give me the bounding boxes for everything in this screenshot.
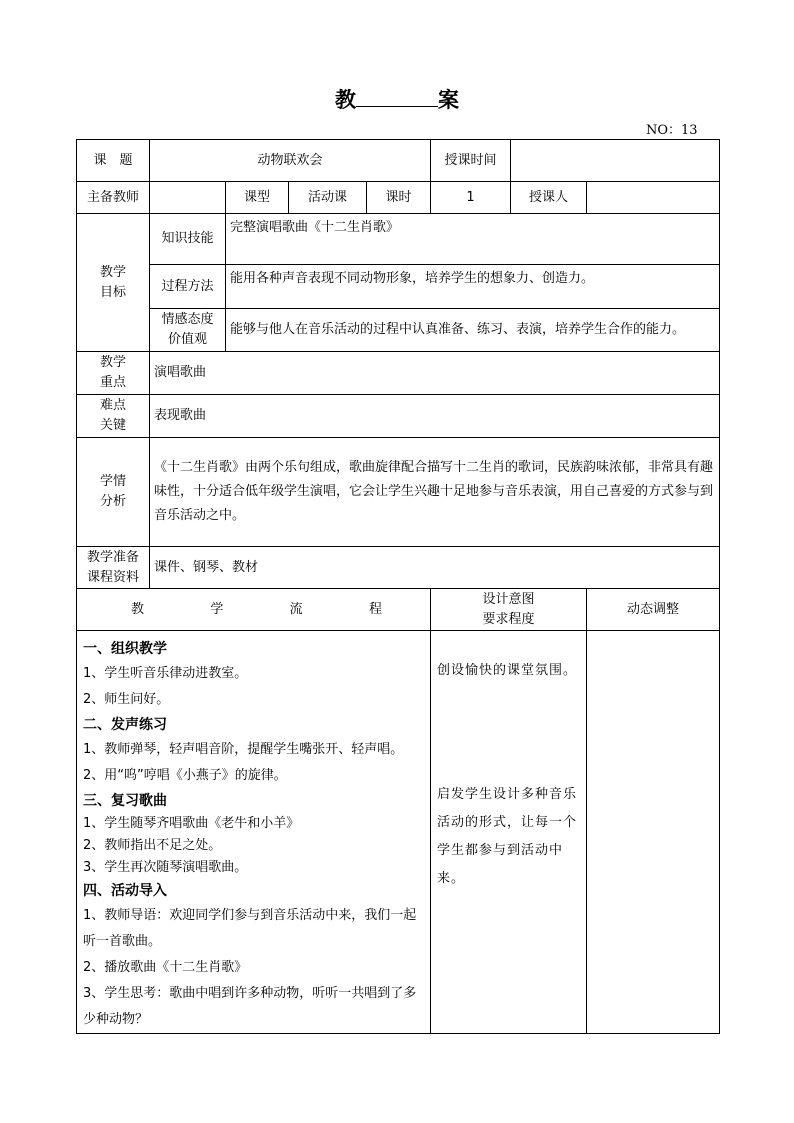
analysis-label-line2: 分析 (99, 494, 126, 509)
process-step: 2、用“呜”哼唱《小燕子》的旋律。 (83, 768, 287, 783)
design-note: 启发学生设计多种音乐活动的形式，让每一个学生都参与到活动中来。 (437, 787, 578, 886)
flow-header-char-2: 学 (210, 601, 224, 617)
teaching-process-content (77, 631, 431, 1034)
difficulty-label-line2: 关键 (99, 418, 126, 433)
attitude-label-line1: 情感态度 (161, 312, 214, 327)
topic-value: 动物联欢会 (150, 140, 431, 182)
lesson-plan-table (76, 139, 720, 1034)
lead-teacher-label: 主备教师 (77, 182, 150, 214)
attitude-label-line2: 价值观 (167, 332, 207, 347)
key-point-label-line2: 重点 (99, 375, 126, 390)
attitude-values-value: 能够与他人在音乐活动的过程中认真准备、练习、表演，培养学生合作的能力。 (226, 309, 720, 352)
design-intent-header (431, 589, 587, 631)
title-underline (356, 104, 438, 107)
process-step: 1、学生听音乐律动进教室。 (83, 666, 248, 681)
key-point-label-line1: 教学 (99, 355, 126, 370)
class-time-value (511, 140, 720, 182)
process-step: 3、学生思考：歌曲中唱到许多种动物，听听一共唱到了多少种动物？ (83, 986, 417, 1027)
flow-header-char-4: 程 (368, 601, 382, 617)
key-point-value: 演唱歌曲 (150, 352, 720, 395)
class-time-label: 授课时间 (431, 140, 511, 182)
analysis-label-line1: 学情 (99, 474, 126, 489)
process-step: 3、学生再次随琴演唱歌曲。 (83, 860, 248, 875)
process-method-label: 过程方法 (150, 265, 226, 309)
lecturer-label: 授课人 (511, 182, 587, 214)
preparation-label-line2: 课程资料 (86, 569, 139, 585)
design-intent-content (431, 631, 587, 1034)
flow-header-char-1: 教 (131, 601, 145, 617)
lead-teacher-value (150, 182, 226, 214)
analysis-value: 《十二生肖歌》由两个乐句组成，歌曲旋律配合描写十二生肖的歌词，民族韵味浓郁，非常具有趣味性，十分适合低年级学生演唱，它会让学生兴趣十足地参与音乐表演，用自己喜爱的方式参与到音乐活动之中。 (150, 438, 720, 547)
objectives-label-line2: 目标 (99, 284, 126, 300)
document-number: NO：13 (646, 123, 698, 138)
process-step: 1、教师导语：欢迎同学们参与到音乐活动中来，我们一起听一首歌曲。 (83, 908, 417, 949)
page-title (0, 84, 794, 114)
lesson-type-value: 活动课 (289, 182, 367, 214)
dynamic-adjust-content (587, 631, 720, 1034)
design-intent-header-line1: 设计意图 (482, 591, 535, 607)
section-title: 四、活动导入 (83, 883, 167, 899)
process-step: 1、学生随琴齐唱歌曲《老牛和小羊》 (83, 816, 300, 831)
title-char-right: 案 (438, 87, 459, 112)
class-hours-label: 课时 (367, 182, 431, 214)
objectives-label-line1: 教学 (99, 264, 126, 280)
design-intent-header-line2: 要求程度 (482, 611, 535, 627)
flow-header-char-3: 流 (289, 601, 303, 617)
teaching-flow-header (77, 589, 431, 631)
knowledge-skill-label: 知识技能 (150, 214, 226, 265)
preparation-label (77, 547, 150, 589)
section-title: 二、发声练习 (83, 717, 167, 733)
key-point-label (77, 352, 150, 395)
lesson-type-label: 课型 (226, 182, 289, 214)
lecturer-value (587, 182, 720, 214)
preparation-value: 课件、钢琴、教材 (150, 547, 720, 589)
analysis-label (77, 438, 150, 547)
section-title: 三、复习歌曲 (83, 793, 167, 809)
difficulty-label-line1: 难点 (99, 398, 126, 413)
process-method-value: 能用各种声音表现不同动物形象，培养学生的想象力、创造力。 (226, 265, 720, 309)
title-char-left: 教 (335, 87, 356, 112)
dynamic-adjust-header: 动态调整 (587, 589, 720, 631)
objectives-label (77, 214, 150, 352)
design-note: 创设愉快的课堂氛围。 (437, 663, 578, 678)
knowledge-skill-value: 完整演唱歌曲《十二生肖歌》 (226, 214, 720, 265)
difficulty-value: 表现歌曲 (150, 395, 720, 438)
difficulty-label (77, 395, 150, 438)
section-title: 一、组织教学 (83, 641, 167, 657)
topic-label: 课 题 (77, 140, 150, 182)
class-hours-value: 1 (431, 182, 511, 214)
preparation-label-line1: 教学准备 (86, 549, 139, 565)
process-step: 2、教师指出不足之处。 (83, 838, 222, 853)
attitude-values-label (150, 309, 226, 352)
process-step: 2、师生问好。 (83, 692, 170, 707)
process-step: 2、播放歌曲《十二生肖歌》 (83, 960, 248, 975)
process-step: 1、教师弹琴，轻声唱音阶，提醒学生嘴张开、轻声唱。 (83, 742, 404, 757)
